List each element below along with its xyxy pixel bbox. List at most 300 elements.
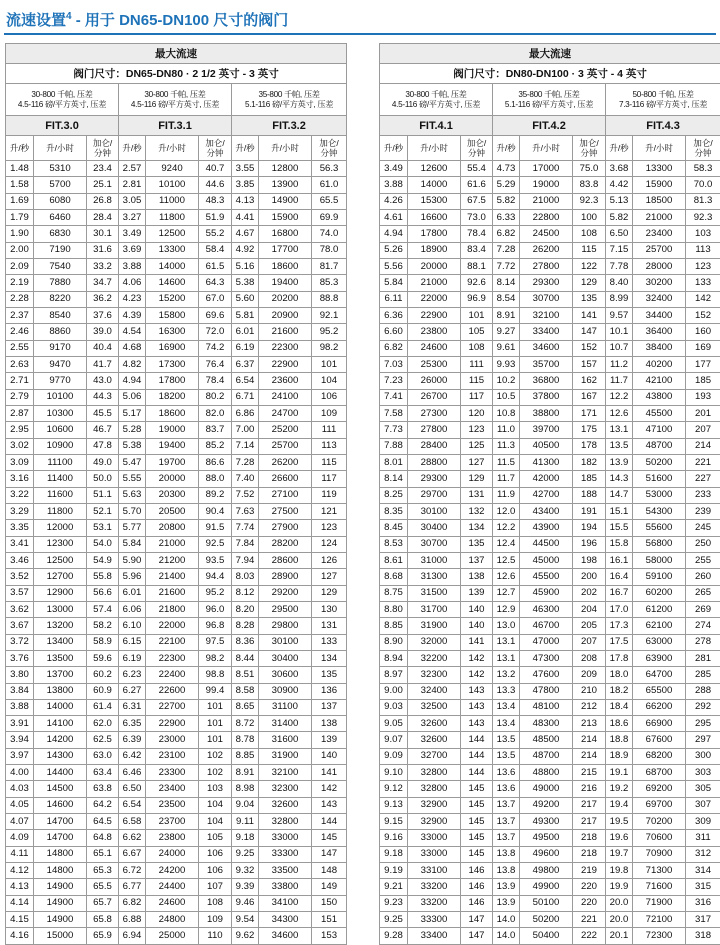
table-cell: 3.97 [6,748,34,764]
table-cell: 111 [312,422,347,438]
table-row [380,634,720,650]
table-cell: 127 [312,569,347,585]
table-cell: 281 [686,650,720,666]
table-row [380,487,720,503]
table-row [6,732,347,748]
table-cell: 26700 [408,389,461,405]
table-cell: 49900 [520,879,573,895]
table-cell: 47800 [520,683,573,699]
table-cell: 3.57 [6,585,34,601]
table-cell: 49600 [520,846,573,862]
table-cell: 4.05 [6,797,34,813]
table-cell: 62.5 [87,732,119,748]
table-cell: 119 [312,487,347,503]
table-cell: 32100 [520,307,573,323]
pressure-range-cell [232,84,347,116]
table-cell: 33.2 [87,258,119,274]
table-cell: 150 [312,895,347,911]
table-cell: 22400 [146,667,199,683]
table-cell: 3.52 [6,569,34,585]
table-cell: 8.65 [232,699,259,715]
table-cell: 31900 [408,618,461,634]
table-row [6,454,347,470]
table-cell: 6080 [34,193,87,209]
table-cell: 146 [461,879,493,895]
table-cell: 9.32 [232,863,259,879]
table-row [380,732,720,748]
table-cell: 31.6 [87,242,119,258]
table-cell: 8.91 [232,765,259,781]
table-cell: 6830 [34,226,87,242]
table-cell: 14600 [34,797,87,813]
table-cell: 88.0 [199,471,232,487]
table-cell: 12600 [408,161,461,177]
table-cell: 61.6 [461,177,493,193]
table-cell: 2.79 [6,389,34,405]
table-cell: 23400 [633,226,686,242]
table-cell: 49800 [520,863,573,879]
table-cell: 3.68 [606,161,633,177]
table-cell: 67.0 [199,291,232,307]
table-cell: 3.69 [119,242,146,258]
table-cell: 216 [573,781,606,797]
table-cell: 8220 [34,291,87,307]
table-cell: 9.05 [380,716,408,732]
table-row [380,405,720,421]
table-cell: 215 [573,765,606,781]
table-row [380,618,720,634]
table-cell: 13000 [34,601,87,617]
table-cell: 54300 [633,503,686,519]
table-cell: 109 [312,405,347,421]
table-cell: 29500 [259,601,312,617]
table-row [380,536,720,552]
table-cell: 4.61 [380,209,408,225]
table-cell: 69200 [633,781,686,797]
table-cell: 9.39 [232,879,259,895]
table-cell: 144 [461,732,493,748]
table-cell: 7540 [34,258,87,274]
valve-size-row [380,64,720,84]
table-cell: 60200 [633,585,686,601]
table-cell: 144 [312,814,347,830]
table-cell: 20300 [146,487,199,503]
table-cell: 14900 [34,879,87,895]
table-cell: 140 [461,601,493,617]
table-cell: 14800 [34,863,87,879]
table-cell: 307 [686,797,720,813]
table-cell: 65.1 [87,846,119,862]
table-cell: 13.3 [493,683,520,699]
table-cell: 5700 [34,177,87,193]
table-cell: 31400 [259,716,312,732]
unit-header-line: 加仑/ [461,138,492,148]
table-cell: 54.0 [87,536,119,552]
table-cell: 7.63 [232,503,259,519]
table-cell: 21000 [520,193,573,209]
table-cell: 4.03 [6,781,34,797]
table-cell: 55600 [633,520,686,536]
table-cell: 4.11 [6,846,34,862]
table-cell: 122 [573,258,606,274]
table-cell: 6.82 [380,340,408,356]
unit-header [312,136,347,161]
table-cell: 9170 [34,340,87,356]
table-cell: 58.3 [686,161,720,177]
table-cell: 25700 [633,242,686,258]
table-cell: 4.54 [119,324,146,340]
table-cell: 144 [461,748,493,764]
table-cell: 8.91 [493,307,520,323]
table-cell: 97.5 [199,634,232,650]
table-row [380,503,720,519]
table-cell: 141 [312,765,347,781]
unit-header-line: 加仑/ [199,138,231,148]
pressure-range-row [380,84,720,116]
table-cell: 24600 [408,340,461,356]
table-cell: 111 [461,356,493,372]
table-cell: 202 [573,585,606,601]
table-cell: 2.00 [6,242,34,258]
unit-header [520,136,573,161]
table-row [380,307,720,323]
table-cell: 10.5 [493,389,520,405]
table-cell: 13700 [34,667,87,683]
table-cell: 8.36 [232,634,259,650]
table-cell: 210 [573,683,606,699]
table-cell: 11000 [146,193,199,209]
table-cell: 31100 [259,699,312,715]
table-cell: 52.1 [87,503,119,519]
table-cell: 32600 [408,732,461,748]
table-row [380,275,720,291]
table-cell: 31000 [408,552,461,568]
table-cell: 43800 [633,389,686,405]
table-cell: 8.85 [380,618,408,634]
table-cell: 7.23 [380,373,408,389]
table-cell: 17.5 [606,634,633,650]
table-cell: 309 [686,814,720,830]
table-cell: 19700 [146,454,199,470]
table-cell: 99.4 [199,683,232,699]
table-cell: 14.0 [493,912,520,928]
table-cell: 13.1 [606,422,633,438]
table-cell: 13500 [34,650,87,666]
table-cell: 123 [312,520,347,536]
table-cell: 15.5 [606,520,633,536]
table-cell: 23800 [408,324,461,340]
table-cell: 222 [573,928,606,944]
table-row [6,161,347,177]
table-cell: 18900 [408,242,461,258]
table-cell: 29800 [259,618,312,634]
table-cell: 14900 [34,912,87,928]
table-cell: 233 [686,487,720,503]
table-cell: 4.68 [119,340,146,356]
table-row [6,389,347,405]
table-cell: 12900 [34,585,87,601]
table-cell: 8.98 [232,781,259,797]
table-cell: 6.67 [119,846,146,862]
table-cell: 8.53 [380,536,408,552]
valve-size-label: 阀门尺寸：DN80-DN100 · 3 英寸 - 4 英寸 [380,64,720,84]
table-cell: 292 [686,699,720,715]
table-cell: 18500 [633,193,686,209]
table-cell: 22000 [146,618,199,634]
table-cell: 177 [686,356,720,372]
table-cell: 198 [573,552,606,568]
table-row [6,324,347,340]
unit-header [606,136,633,161]
table-cell: 106 [199,846,232,862]
table-cell: 21000 [146,536,199,552]
table-cell: 4.94 [380,226,408,242]
table-cell: 17000 [520,161,573,177]
table-row [380,471,720,487]
table-cell: 205 [573,618,606,634]
table-cell: 13800 [34,683,87,699]
table-cell: 288 [686,683,720,699]
table-cell: 69.6 [199,307,232,323]
table-title: 最大流速 [6,44,347,64]
table-cell: 30400 [259,650,312,666]
table-cell: 8.45 [380,520,408,536]
table-cell: 17800 [408,226,461,242]
table-cell: 13.1 [493,634,520,650]
table-cell: 65.9 [87,928,119,944]
table-row [6,830,347,846]
table-cell: 30.1 [87,226,119,242]
valve-size-row [6,64,347,84]
table-cell: 62100 [633,618,686,634]
table-cell: 66900 [633,716,686,732]
unit-header-line: 升/秒 [6,143,33,153]
table-cell: 8.58 [232,683,259,699]
table-cell: 7.73 [380,422,408,438]
table-cell: 63.8 [87,781,119,797]
table-cell: 14600 [146,275,199,291]
unit-header [493,136,520,161]
table-cell: 46700 [520,618,573,634]
unit-row [6,136,347,161]
table-cell: 33400 [520,324,573,340]
table-cell: 3.49 [119,226,146,242]
table-cell: 92.3 [573,193,606,209]
table-row [6,797,347,813]
table-cell: 42100 [633,373,686,389]
table-cell: 14400 [34,765,87,781]
table-cell: 2.71 [6,373,34,389]
table-cell: 104 [312,373,347,389]
table-cell: 34.7 [87,275,119,291]
table-cell: 61200 [633,601,686,617]
table-cell: 21200 [146,552,199,568]
table-cell: 113 [312,438,347,454]
table-cell: 40200 [633,356,686,372]
table-cell: 6.33 [493,209,520,225]
table-cell: 6.10 [119,618,146,634]
table-cell: 44.6 [199,177,232,193]
table-cell: 98.8 [199,667,232,683]
table-cell: 3.27 [119,209,146,225]
table-cell: 72300 [633,928,686,944]
table-cell: 42700 [520,487,573,503]
table-row [380,863,720,879]
table-cell: 4.73 [493,161,520,177]
table-cell: 110 [199,928,232,944]
table-cell: 9.13 [380,797,408,813]
unit-header [259,136,312,161]
table-cell: 20900 [259,307,312,323]
table-cell: 9.12 [380,781,408,797]
table-cell: 7.40 [232,471,259,487]
table-cell: 125 [461,438,493,454]
table-cell: 69.9 [312,209,347,225]
table-cell: 9.54 [232,912,259,928]
unit-header-line: 分钟 [573,148,605,158]
pressure-range-line: 30-800 千帕, 压差 [6,90,118,100]
table-cell: 214 [686,438,720,454]
table-cell: 6.36 [380,307,408,323]
table-row [380,356,720,372]
table-cell: 11800 [34,503,87,519]
table-cell: 9.57 [606,307,633,323]
table-cell: 20.0 [606,895,633,911]
table-cell: 4.39 [119,307,146,323]
table-cell: 40500 [520,438,573,454]
unit-header-line: 升/小时 [259,143,311,153]
table-row [6,471,347,487]
table-cell: 55.4 [461,161,493,177]
table-cell: 26200 [520,242,573,258]
table-cell: 13.9 [493,895,520,911]
table-cell: 6.37 [232,356,259,372]
table-cell: 2.19 [6,275,34,291]
table-cell: 48800 [520,765,573,781]
table-cell: 102 [199,748,232,764]
table-cell: 207 [573,634,606,650]
table-cell: 10900 [34,438,87,454]
table-cell: 23000 [146,732,199,748]
table-cell: 63.0 [87,748,119,764]
table-cell: 103 [199,781,232,797]
table-cell: 217 [573,797,606,813]
pressure-range-line: 4.5-116 磅/平方英寸, 压差 [6,100,118,110]
table-cell: 191 [573,503,606,519]
table-cell: 1.79 [6,209,34,225]
table-cell: 48.3 [199,193,232,209]
table-cell: 24700 [259,405,312,421]
table-cell: 13.9 [606,454,633,470]
table-row [6,405,347,421]
table-cell: 32100 [259,765,312,781]
table-cell: 63900 [633,650,686,666]
table-cell: 8.44 [232,650,259,666]
table-row [380,814,720,830]
table-cell: 39700 [520,422,573,438]
table-cell: 8.20 [232,601,259,617]
table-cell: 16900 [146,340,199,356]
table-cell: 65.8 [87,912,119,928]
table-cell: 8.97 [380,667,408,683]
table-cell: 16300 [146,324,199,340]
table-cell: 27800 [520,258,573,274]
table-row [380,928,720,944]
table-cell: 15900 [633,177,686,193]
table-cell: 40.4 [87,340,119,356]
table-cell: 11100 [34,454,87,470]
table-cell: 105 [199,830,232,846]
table-cell: 5.90 [119,552,146,568]
table-cell: 147 [461,928,493,944]
unit-header [633,136,686,161]
table-cell: 3.02 [6,438,34,454]
table-cell: 147 [461,912,493,928]
table-cell: 22300 [259,340,312,356]
table-cell: 65500 [633,683,686,699]
table-row [380,895,720,911]
table-cell: 48500 [520,732,573,748]
table-cell: 7880 [34,275,87,291]
table-cell: 143 [461,699,493,715]
table-cell: 8.72 [232,716,259,732]
table-cell: 5.70 [119,503,146,519]
table-cell: 42000 [520,471,573,487]
table-row [6,520,347,536]
table-cell: 7.15 [606,242,633,258]
table-row [6,585,347,601]
table-cell: 21000 [633,209,686,225]
table-cell: 83.8 [573,177,606,193]
unit-header [232,136,259,161]
unit-header-line: 升/小时 [633,143,685,153]
table-cell: 15200 [146,291,199,307]
table-cell: 6.50 [119,781,146,797]
table-cell: 67600 [633,732,686,748]
table-cell: 23100 [146,748,199,764]
table-cell: 14500 [34,781,87,797]
table-cell: 14000 [408,177,461,193]
table-cell: 63.4 [87,765,119,781]
table-row [380,209,720,225]
table-cell: 135 [573,291,606,307]
table-cell: 58.4 [199,242,232,258]
table-cell: 64.8 [87,830,119,846]
table-cell: 113 [686,242,720,258]
table-cell: 41.7 [87,356,119,372]
table-cell: 104 [199,797,232,813]
table-cell: 26600 [259,471,312,487]
table-cell: 6.42 [119,748,146,764]
table-cell: 43.0 [87,373,119,389]
table-cell: 1.48 [6,161,34,177]
table-cell: 13.5 [606,438,633,454]
table-cell: 9.15 [380,814,408,830]
table-cell: 8.75 [380,585,408,601]
table-cell: 20500 [146,503,199,519]
table-cell: 13.5 [493,732,520,748]
table-cell: 25700 [259,438,312,454]
table-cell: 96.8 [199,618,232,634]
table-cell: 70.0 [686,177,720,193]
table-cell: 47300 [520,650,573,666]
table-cell: 145 [461,814,493,830]
table-cell: 2.95 [6,422,34,438]
table-cell: 297 [686,732,720,748]
table-cell: 245 [686,520,720,536]
table-cell: 64700 [633,667,686,683]
pressure-range-line: 5.1-116 磅/平方英寸, 压差 [232,100,346,110]
